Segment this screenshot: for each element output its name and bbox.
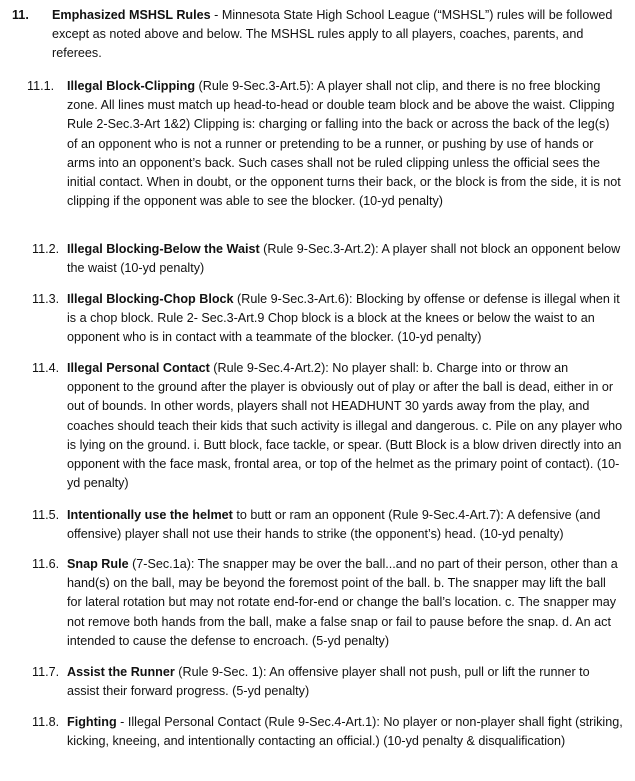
rule-body: to butt or ram an opponent (Rule 9-Sec.4-Art.7): A defensive (and offensive) player shall not use their hands to strike (the opponent’s) head. (10-yd penalty) bbox=[67, 508, 601, 542]
rule-body: (Rule 9-Sec.3-Art.5): A player shall not clip, and there is no free blocking zone. All lines must match up head-to-head or double team block and be above the waist. Clipping Rule 2-Sec.3-Art 1&2) Clipping is: charging or falling into the back or across the back of the leg(s) of an opponent who is not a runner or pretending to be a runner, or pushing by use of hands or arms into an opponent’s back. Such cases shall not be ruled clipping unless the official sees the initial contact. When in doubt, or the opponent turns their back, or the block is from the side, it is not clipping if the opponent was able to see the blocker. (10-yd penalty) bbox=[67, 79, 621, 209]
rule-number: 11.1. bbox=[27, 79, 55, 93]
rule-body: (7-Sec.1a): The snapper may be over the ball...and no part of their person, other than a hand(s) on the ball, may be beyond the foremost point of the ball. b. The snapper may lift the ball for lateral rotation but may not rotate end-for-end or change the ball’s location. c. The snapper may not remove both hands from the ball, make a false snap or fail to pause before the snap. d. An act intended to cause the defense to encroach. (5-yd penalty) bbox=[67, 557, 618, 648]
rule-number: 11.7. bbox=[32, 665, 60, 679]
rule-paragraph bbox=[67, 663, 623, 701]
rule-number: 11.5. bbox=[32, 508, 60, 522]
rule-title: Illegal Blocking-Below the Waist bbox=[67, 242, 260, 256]
rule-body: - Illegal Personal Contact (Rule 9-Sec.4-Art.1): No player or non-player shall fight (striking, kicking, kneeing, and intentionally contacting an official.) (10-yd penalty & disqualification) bbox=[67, 715, 623, 749]
rule-title: Fighting bbox=[67, 715, 117, 729]
rule-number: 11.4. bbox=[32, 361, 60, 375]
rule-title: Illegal Personal Contact bbox=[67, 361, 210, 375]
section-number: 11. bbox=[12, 8, 29, 22]
rule-paragraph bbox=[67, 713, 623, 751]
rule-body: (Rule 9-Sec.3-Art.6): Blocking by offense or defense is illegal when it is a chop block. Rule 2- Sec.3-Art.9 Chop block is a block at the knees or below the waist to an opponent who is in contact with a teammate of the blocker. (10-yd penalty) bbox=[67, 292, 620, 345]
rule-paragraph bbox=[67, 359, 623, 493]
section-paragraph bbox=[52, 6, 627, 63]
rule-title: Intentionally use the helmet bbox=[67, 508, 233, 522]
section-title: Emphasized MSHSL Rules bbox=[52, 8, 211, 22]
rule-title: Assist the Runner bbox=[67, 665, 175, 679]
rule-title: Snap Rule bbox=[67, 557, 129, 571]
rule-body: (Rule 9-Sec. 1): An offensive player shall not push, pull or lift the runner to assist their forward progress. (5-yd penalty) bbox=[67, 665, 590, 699]
rule-number: 11.6. bbox=[32, 557, 60, 571]
rule-body: (Rule 9-Sec.3-Art.2): A player shall not block an opponent below the waist (10-yd penalty) bbox=[67, 242, 621, 276]
rule-paragraph bbox=[67, 77, 623, 211]
rule-title: Illegal Blocking-Chop Block bbox=[67, 292, 234, 306]
rule-paragraph bbox=[67, 290, 623, 348]
rule-number: 11.8. bbox=[32, 715, 60, 729]
section-body: - Minnesota State High School League (“MSHSL”) rules will be followed except as noted above and below. The MSHSL rules apply to all players, coaches, parents, and referees. bbox=[52, 8, 613, 60]
rule-paragraph bbox=[67, 506, 623, 544]
rule-paragraph bbox=[67, 240, 623, 278]
rule-number: 11.2. bbox=[32, 242, 60, 256]
rule-body: (Rule 9-Sec.4-Art.2): No player shall: b. Charge into or throw an opponent to the ground after the player is obviously out of play or after the ball is dead, either in or out of bounds. In other words, players shall not HEADHUNT 30 yards away from the play, and coaches should teach their kids that such activity is illegal and dangerous. c. Pile on any player who is lying on the ground. i. Butt block, face tackle, or spear. (Butt Block is a blow driven directly into an opponent with the face mask, frontal area, or top of the helmet as the primary point of contact). (10-yd penalty) bbox=[67, 361, 623, 491]
rule-paragraph bbox=[67, 555, 623, 651]
rule-number: 11.3. bbox=[32, 292, 60, 306]
rule-title: Illegal Block-Clipping bbox=[67, 79, 196, 93]
